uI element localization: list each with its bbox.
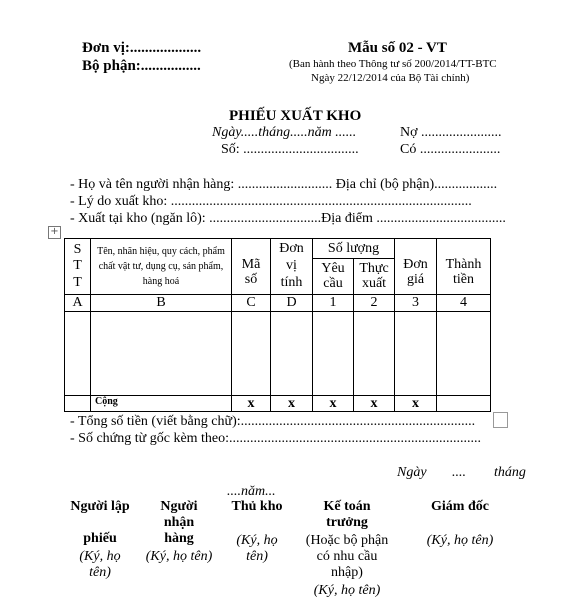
reason-field: - Lý do xuất kho: ......................................................................................	[70, 194, 472, 209]
total-x-actual: x	[370, 395, 378, 411]
chief-accountant-signature-note: (Ký, họ tên)	[313, 583, 381, 598]
date-line: Ngày.....tháng.....năm ......	[212, 125, 357, 140]
storekeeper-title: Thủ kho	[231, 499, 283, 514]
form-number: Mẫu số 02 - VT	[348, 40, 447, 56]
regulation-line-1: (Ban hành theo Thông tư số 200/2014/TT-BTC	[289, 58, 497, 70]
warehouse-field: - Xuất tại kho (ngăn lô): ................................Địa điểm .....................................	[70, 211, 506, 226]
col-header-unit: Đơn vị tính	[279, 241, 304, 290]
col-header-qty-actual: Thực xuất	[359, 260, 389, 291]
director-title: Giám đốc	[431, 499, 489, 514]
preparer-title: Người lập phiếu	[70, 499, 130, 546]
index-3: 3	[412, 295, 419, 311]
footer-date-month: tháng	[494, 465, 526, 480]
col-header-amount: Thành tiền	[445, 257, 482, 287]
footer-date-year: ....năm...	[227, 484, 276, 499]
footer-date-dots: ....	[452, 465, 466, 480]
index-1: 1	[329, 295, 337, 311]
items-table	[64, 238, 491, 412]
unit-label: Đơn vị:...................	[82, 40, 202, 56]
col-header-stt: S T T	[73, 242, 82, 290]
receiver-title: Người nhận hàng	[160, 499, 198, 546]
index-c: C	[246, 295, 256, 311]
index-a: A	[72, 295, 83, 311]
total-x-code: x	[247, 395, 255, 411]
table-move-handle[interactable]: +	[48, 226, 61, 239]
col-header-code: Mã số	[241, 257, 261, 287]
chief-accountant-note: (Hoặc bộ phận có nhu cầu nhập)	[305, 533, 389, 580]
total-label: Cộng	[95, 396, 118, 407]
total-x-requested: x	[329, 395, 337, 411]
col-header-quantity: Số lượng	[327, 240, 380, 256]
storekeeper-signature-note: (Ký, họ tên)	[236, 533, 278, 564]
form-title: PHIẾU XUẤT KHO	[229, 108, 362, 124]
index-2: 2	[370, 295, 378, 311]
total-x-unit: x	[288, 395, 295, 411]
table-resize-handle[interactable]	[493, 412, 508, 428]
preparer-signature-note: (Ký, họ tên)	[79, 549, 121, 580]
amount-in-words: - Tổng số tiền (viết bằng chữ):...................................................................	[70, 414, 476, 429]
index-b: B	[156, 295, 166, 311]
total-x-price: x	[412, 395, 419, 411]
department-label: Bộ phận:................	[82, 58, 201, 74]
chief-accountant-title: Kế toán trưởng	[323, 499, 371, 530]
col-header-qty-requested: Yêu cầu	[321, 260, 345, 291]
footer-date-day: Ngày	[397, 465, 427, 480]
index-d: D	[286, 295, 297, 311]
debit-line: Nợ .......................	[400, 125, 502, 140]
col-header-unit-price: Đơn giá	[403, 257, 428, 287]
receiver-signature-note: (Ký, họ tên)	[145, 549, 213, 564]
col-header-name: Tên, nhãn hiệu, quy cách, phẩm chất vật tư, dụng cụ, sản phẩm, hàng hoá	[97, 246, 225, 287]
number-line: Số: .................................	[221, 142, 359, 157]
index-4: 4	[460, 295, 467, 311]
credit-line: Có .......................	[400, 142, 501, 157]
attached-documents: - Số chứng từ gốc kèm theo:........................................................................	[70, 431, 482, 446]
director-signature-note: (Ký, họ tên)	[426, 533, 494, 548]
regulation-line-2: Ngày 22/12/2014 của Bộ Tài chính)	[311, 72, 470, 84]
receiver-field: - Họ và tên người nhận hàng: ........................... Địa chỉ (bộ phận)..................	[70, 177, 498, 192]
